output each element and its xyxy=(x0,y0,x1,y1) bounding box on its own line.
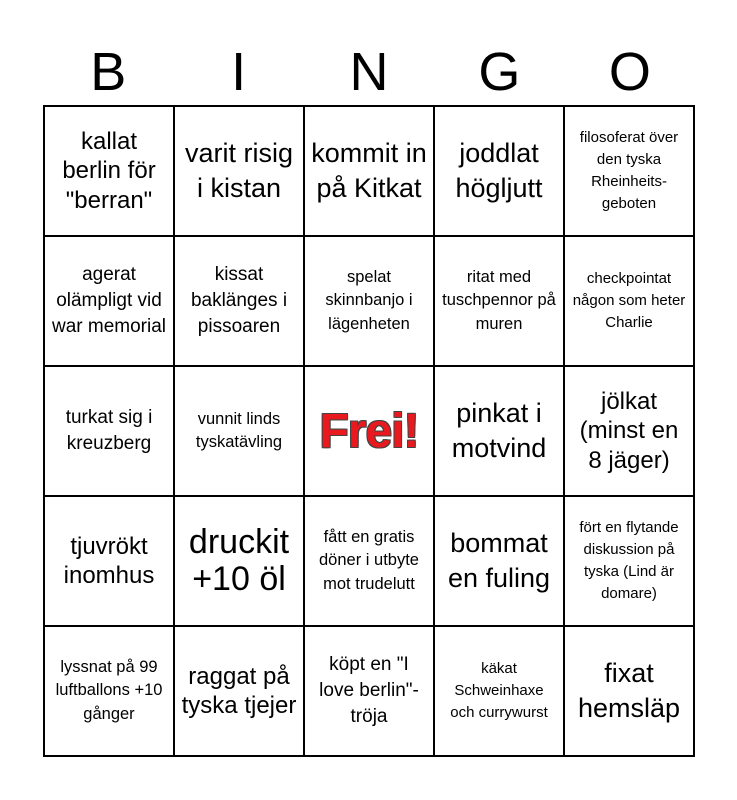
cell-text: lyssnat på 99 luftballons +10 gånger xyxy=(55,657,163,723)
header-letter-n: N xyxy=(349,42,389,102)
cell-text: köpt en "I love berlin"-tröja xyxy=(319,653,419,728)
cell-text: joddlat högljutt xyxy=(455,137,543,203)
cell-text: fört en flytande diskussion på tyska (Lind är domare) xyxy=(579,519,679,602)
cell-text: kallat berlin för "berran" xyxy=(62,128,156,214)
bingo-cell[interactable] xyxy=(564,496,694,626)
cell-text: jölkat (minst en 8 jäger) xyxy=(579,388,679,474)
bingo-cell[interactable] xyxy=(174,626,304,756)
free-label: Frei! xyxy=(319,404,419,458)
bingo-board xyxy=(43,105,695,757)
bingo-cell[interactable] xyxy=(434,626,564,756)
bingo-header xyxy=(43,40,695,104)
bingo-cell[interactable] xyxy=(564,106,694,236)
bingo-cell[interactable] xyxy=(174,366,304,496)
cell-text: spelat skinnbanjo i lägenheten xyxy=(325,267,413,333)
cell-text: druckit +10 öl xyxy=(188,522,290,598)
bingo-cell[interactable] xyxy=(564,366,694,496)
bingo-cell[interactable] xyxy=(44,496,174,626)
bingo-cell[interactable] xyxy=(44,366,174,496)
cell-text: filosoferat över den tyska Rheinheits-geboten xyxy=(579,129,679,212)
header-letter-g: G xyxy=(478,42,521,102)
cell-text: agerat olämpligt vid war memorial xyxy=(51,263,167,338)
cell-text: checkpointat någon som heter Charlie xyxy=(572,270,686,331)
cell-text: raggat på tyska tjejer xyxy=(181,662,297,719)
cell-text: pinkat i motvind xyxy=(451,397,547,463)
bingo-cell[interactable] xyxy=(564,626,694,756)
cell-text: kommit in på Kitkat xyxy=(311,137,427,203)
cell-text: vunnit linds tyskatävling xyxy=(195,409,283,451)
cell-text: bommat en fuling xyxy=(447,527,551,593)
free-cell[interactable] xyxy=(304,366,434,496)
bingo-cell[interactable] xyxy=(44,106,174,236)
cell-text: fixat hemsläp xyxy=(577,657,681,723)
cell-text: kissat baklänges i pissoaren xyxy=(190,263,288,338)
header-letter-o: O xyxy=(608,42,651,102)
bingo-cell[interactable] xyxy=(434,366,564,496)
bingo-cell[interactable] xyxy=(304,626,434,756)
cell-text: turkat sig i kreuzberg xyxy=(65,406,153,454)
cell-text: ritat med tuschpennor på muren xyxy=(442,267,556,333)
bingo-cell[interactable] xyxy=(44,626,174,756)
bingo-cell[interactable] xyxy=(174,106,304,236)
bingo-cell[interactable] xyxy=(174,496,304,626)
bingo-cell[interactable] xyxy=(44,236,174,366)
bingo-cell[interactable] xyxy=(434,236,564,366)
header-letter-b: B xyxy=(90,42,127,102)
cell-text: varit risig i kistan xyxy=(184,137,293,203)
bingo-cell[interactable] xyxy=(304,236,434,366)
bingo-cell[interactable] xyxy=(434,496,564,626)
bingo-cell[interactable] xyxy=(304,496,434,626)
bingo-cell[interactable] xyxy=(174,236,304,366)
cell-text: fått en gratis döner i utbyte mot trudelutt xyxy=(319,527,419,593)
bingo-cell[interactable] xyxy=(564,236,694,366)
bingo-cell[interactable] xyxy=(304,106,434,236)
cell-text: käkat Schweinhaxe och currywurst xyxy=(450,660,548,721)
header-letter-i: I xyxy=(231,42,247,102)
cell-text: tjuvrökt inomhus xyxy=(63,532,155,589)
bingo-cell[interactable] xyxy=(434,106,564,236)
